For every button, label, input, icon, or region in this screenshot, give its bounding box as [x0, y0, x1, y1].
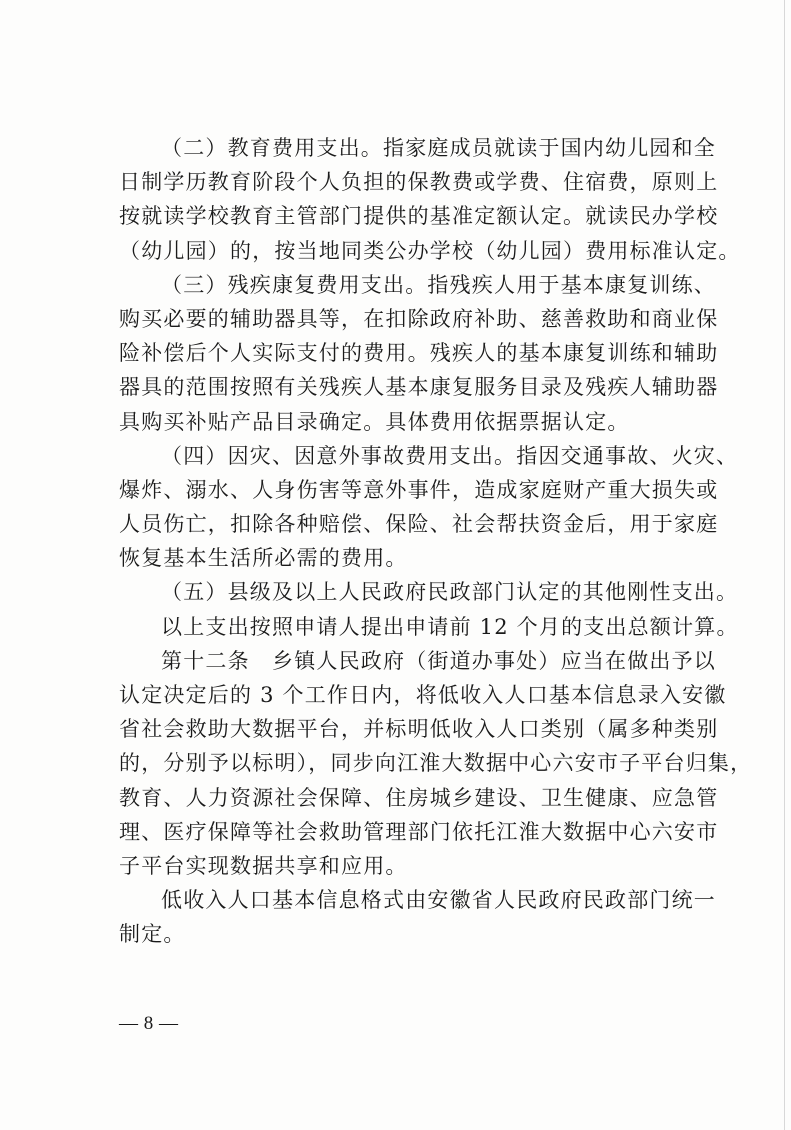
paragraph-6-line-2: 认定决定后的 3 个工作日内，将低收入人口基本信息录入安徽 — [119, 683, 727, 707]
paragraph-6-line-3: 省社会救助大数据平台，并标明低收入人口类别（属多种类别 — [119, 717, 719, 742]
paragraph-1-line-3: 按就读学校教育主管部门提供的基准定额认定。就读民办学校 — [119, 204, 719, 229]
paragraph-3-line-1: （四）因灾、因意外事故费用支出。指因交通事故、火灾、 — [161, 443, 739, 468]
paragraph-1-line-2: 日制学历教育阶段个人负担的保教费或学费、住宿费，原则上 — [119, 170, 719, 195]
paragraph-1-line-1: （二）教育费用支出。指家庭成员就读于国内幼儿园和全 — [161, 136, 716, 160]
paragraph-3-line-4: 恢复基本生活所必需的费用。 — [119, 546, 408, 571]
page-number: — 8 — — [119, 1013, 179, 1034]
paragraph-1-line-4: （幼儿园）的，按当地同类公办学校（幼儿园）费用标准认定。 — [119, 238, 741, 263]
paragraph-2-line-3: 险补偿后个人实际支付的费用。残疾人的基本康复训练和辅助 — [119, 341, 719, 366]
document-body — [119, 131, 753, 952]
paragraph-7-line-2: 制定。 — [119, 922, 186, 947]
paragraph-3-line-2: 爆炸、溺水、人身伤害等意外事件，造成家庭财产重大损失或 — [119, 477, 719, 502]
paragraph-4-line-1: （五）县级及以上人民政府民政部门认定的其他刚性支出。 — [161, 580, 739, 605]
paragraph-6-line-7: 子平台实现数据共享和应用。 — [119, 853, 408, 878]
paragraph-7-line-1: 低收入人口基本信息格式由安徽省人民政府民政部门统一 — [161, 888, 716, 913]
paragraph-5-line-1: 以上支出按照申请人提出申请前 12 个月的支出总额计算。 — [161, 614, 739, 639]
paragraph-2-line-5: 具购买补贴产品目录确定。具体费用依据票据认定。 — [119, 409, 630, 434]
paragraph-6-line-1: 第十二条 乡镇人民政府（街道办事处）应当在做出予以 — [161, 648, 716, 673]
paragraph-6-line-5: 教育、人力资源社会保障、住房城乡建设、卫生健康、应急管 — [119, 785, 719, 810]
paragraph-2-line-2: 购买必要的辅助器具等，在扣除政府补助、慈善救助和商业保 — [119, 306, 719, 331]
paragraph-6-line-6: 理、医疗保障等社会救助管理部门依托江淮大数据中心六安市 — [119, 819, 719, 844]
paragraph-2-line-4: 器具的范围按照有关残疾人基本康复服务目录及残疾人辅助器 — [119, 375, 719, 400]
page-edge-divider — [784, 0, 785, 1130]
paragraph-2-line-1: （三）残疾康复费用支出。指残疾人用于基本康复训练、 — [161, 272, 716, 297]
paragraph-3-line-3: 人员伤亡，扣除各种赔偿、保险、社会帮扶资金后，用于家庭 — [119, 512, 719, 537]
paragraph-6-line-4: 的，分别予以标明），同步向江淮大数据中心六安市子平台归集， — [119, 751, 753, 776]
